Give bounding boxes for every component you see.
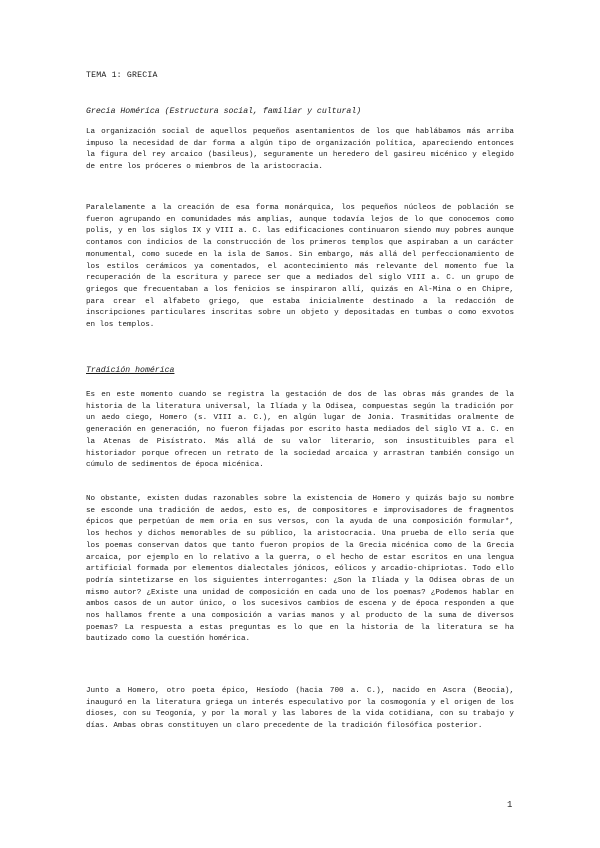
paragraph-4: No obstante, existen dudas razonables sobre la existencia de Homero y quizás bajo su nombre se esconde una tradición de aedos, esto es, de compositores e improvisadores de fragmentos épicos que perpetúan de mem oria en sus versos, con la ayuda de una composición formular*, los hechos y dichos memorables de su público, la aristocracia. Una prueba de ello sería que los poemas conservan datos que tanto fueron propios de la Grecia micénica como de la Grecia arcaica, por ejemplo en lo relativo a la guerra, o el hecho de estar escritos en una lengua artificial formada por elementos dialectales jónicos, eólicos y arcadio-chipriotas. Todo ello podría sintetizarse en los siguientes interrogantes: ¿Son la Ilíada y la Odisea obras de un mismo autor? ¿Existe una unidad de composición en cada uno de los poemas? ¿Podemos hablar en ambos casos de un autor único, o los sucesivos cambios de escena y de época responden a que nos hallamos frente a una composición a varias manos y al producto de la suma de diversos poemas? La respuesta a estas preguntas es lo que en la historia de la literatura se ha bautizado como la cuestión homérica. [86,495,514,644]
paragraph-2: Paralelamente a la creación de esa forma monárquica, los pequeños núcleos de población se fueron agrupando en comunidades más amplias, aunque todavía lejos de lo que conocemos como polis, y en los siglos IX y VIII a. C. las edificaciones continuaron siendo muy pobres aunque contamos con indicios de la construcción de los primeros templos que aspiraban a un carácter monumental, como sucede en la isla de Samos. Sin embargo, más allá del perfeccionamiento de los estilos cerámicos ya comentados, el acontecimiento más relevante del momento fue la recuperación de la escritura y parece ser que a mediados del siglo VIII a. C. un grupo de griegos que frecuentaban a los fenicios se inspiraron allí, quizás en Al-Mina o en Chipre, para crear el alfabeto griego, que estaba inicialmente destinado a la redacción de inscripciones particulares inscritas sobre un objeto y depositadas en tumbas o como exvotos en los templos. [86,204,514,330]
paragraph-5: Junto a Homero, otro poeta épico, Hesíodo (hacia 700 a. C.), nacido en Ascra (Beocia), inauguró en la literatura griega un interés especulativo por la cosmogonía y el origen de los dioses, con su Teogonía, y por la moral y las labores de la vida cotidiana, con su trabajo y días. Ambas obras constituyen un claro precedente de la tradición filosófica posterior. [86,687,514,731]
subsection-heading: Tradición homérica [86,366,175,375]
document-title: TEMA 1: GRECIA [86,71,158,80]
page-number: 1 [507,800,513,810]
paragraph-1: La organización social de aquellos pequeños asentamientos de los que hablábamos más arriba impuso la necesidad de dar forma a algún tipo de organización política, apareciendo entonces la figura del rey arcaico (basileus), seguramente un heredero del gasireu micénico y elegido de entre los próceres o miembros de la aristocracia. [86,128,514,172]
paragraph-3: Es en este momento cuando se registra la gestación de dos de las obras más grandes de la historia de la literatura universal, la Ilíada y la Odisea, compuestas según la tradición por un aedo ciego, Homero (s. VIII a. C.), en algún lugar de Jonia. Trasmitidas oralmente de generación en generación, no fueron fijadas por escrito hasta mediados del siglo VI a. C. en la Atenas de Pisístrato. Más allá de su valor literario, son insustituibles para el historiador porque ofrecen un retrato de la sociedad arcaica y arrastran también consigo un cúmulo de sedimentos de época micénica. [86,391,514,470]
section-heading: Grecia Homérica (Estructura social, familiar y cultural) [86,107,362,116]
